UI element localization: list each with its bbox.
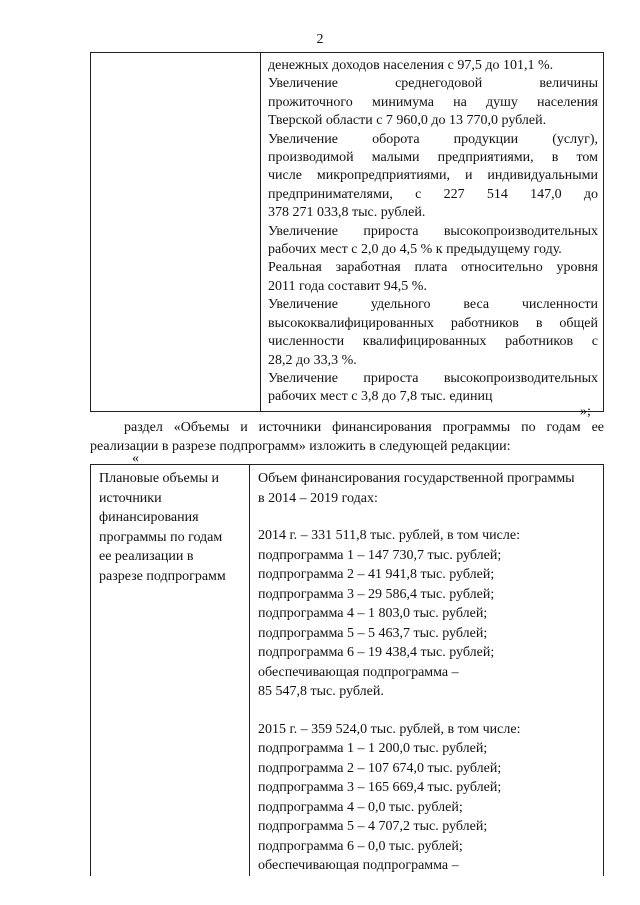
text-line: 28,2 до 33,3 %. <box>268 352 357 368</box>
empty-left-cell <box>91 53 261 412</box>
financing-label-cell <box>91 465 250 876</box>
label-line: источники <box>99 490 162 506</box>
year-2014-line: подпрограмма 1 – 147 730,7 тыс. рублей; <box>258 547 502 563</box>
opening-quote: « <box>132 451 139 466</box>
year-2015-line: обеспечивающая подпрограмма – <box>258 858 459 873</box>
year-2014-line: 85 547,8 тыс. рублей. <box>258 684 384 699</box>
year-2014-line: подпрограмма 6 – 19 438,4 тыс. рублей; <box>258 645 495 660</box>
amendment-paragraph <box>90 419 604 456</box>
text-line: прожиточного минимума на душу населения <box>268 94 598 110</box>
spacer <box>258 508 599 526</box>
text-line: производимой малыми предприятиями, в том <box>268 150 598 166</box>
text-line: Увеличение удельного веса численности <box>268 297 598 313</box>
label-line: Плановые объемы и <box>99 471 220 486</box>
year-2015-line: подпрограмма 2 – 107 674,0 тыс. рублей; <box>258 760 502 776</box>
financing-table <box>90 464 604 876</box>
page-number: 2 <box>316 32 324 47</box>
year-2014-total: 2014 г. – 331 511,8 тыс. рублей, в том числе: <box>258 528 520 543</box>
text-line: Увеличение оборота продукции (услуг), <box>268 131 598 147</box>
label-line: ее реализации в <box>99 549 194 564</box>
text-line: Увеличение среднегодовой величины <box>268 76 598 92</box>
year-2014-line: подпрограмма 2 – 41 941,8 тыс. рублей; <box>258 567 495 582</box>
year-2014-line: подпрограмма 3 – 29 586,4 тыс. рублей; <box>258 586 495 602</box>
label-line: программы по годам <box>99 529 223 545</box>
year-2015-line: подпрограмма 4 – 0,0 тыс. рублей; <box>258 799 463 815</box>
intro-line: Объем финансирования государственной программы <box>258 471 575 486</box>
year-2015-line: подпрограмма 5 – 4 707,2 тыс. рублей; <box>258 819 488 834</box>
table-row <box>91 53 604 412</box>
year-2015-line: подпрограмма 1 – 1 200,0 тыс. рублей; <box>258 741 488 756</box>
year-2014-line: обеспечивающая подпрограмма – <box>258 664 459 680</box>
intro-line: в 2014 – 2019 годах: <box>258 490 378 506</box>
text-line: Реальная заработная плата относительно уровня <box>268 260 598 276</box>
year-2015-line: подпрограмма 6 – 0,0 тыс. рублей; <box>258 838 463 854</box>
text-line: 378 271 033,8 тыс. рублей. <box>268 205 426 221</box>
text-line: рабочих мест с 3,8 до 7,8 тыс. единиц <box>268 389 493 405</box>
table-row <box>91 465 604 876</box>
closing-quote: »; <box>580 404 591 419</box>
indicators-table <box>90 52 604 412</box>
indicators-cell <box>261 53 604 412</box>
label-line: разрезе подпрограмм <box>99 568 226 584</box>
text-line: Увеличение прироста высокопроизводительных <box>268 223 598 239</box>
text-line: 2011 года составит 94,5 %. <box>268 278 427 294</box>
text-line: Тверской области с 7 960,0 до 13 770,0 рублей. <box>268 113 547 129</box>
year-2014-line: подпрограмма 4 – 1 803,0 тыс. рублей; <box>258 606 488 621</box>
year-2014-line: подпрограмма 5 – 5 463,7 тыс. рублей; <box>258 625 488 641</box>
text-line: Увеличение прироста высокопроизводительных <box>268 370 598 386</box>
paragraph-line: раздел «Объемы и источники финансирования программы по годам ее <box>124 420 604 435</box>
label-line: финансирования <box>99 510 199 525</box>
text-line: предпринимателями, с 227 514 147,0 до <box>268 186 598 202</box>
text-line: числе микропредприятиями, и индивидуальными <box>268 168 598 184</box>
year-2015-line: подпрограмма 3 – 165 669,4 тыс. рублей; <box>258 780 502 795</box>
text-line: рабочих мест с 2,0 до 4,5 % к предыдущему году. <box>268 242 562 258</box>
year-2015-total: 2015 г. – 359 524,0 тыс. рублей, в том числе: <box>258 721 521 737</box>
spacer <box>258 702 599 720</box>
text-line: численности квалифицированных работников с <box>268 334 598 350</box>
text-line: высококвалифицированных работников в общей <box>268 315 598 331</box>
financing-values-cell <box>250 465 604 876</box>
paragraph-line: реализации в разрезе подпрограмм» изложить в следующей редакции: <box>90 438 511 454</box>
text-line: денежных доходов населения с 97,5 до 101,1 %. <box>268 58 554 73</box>
